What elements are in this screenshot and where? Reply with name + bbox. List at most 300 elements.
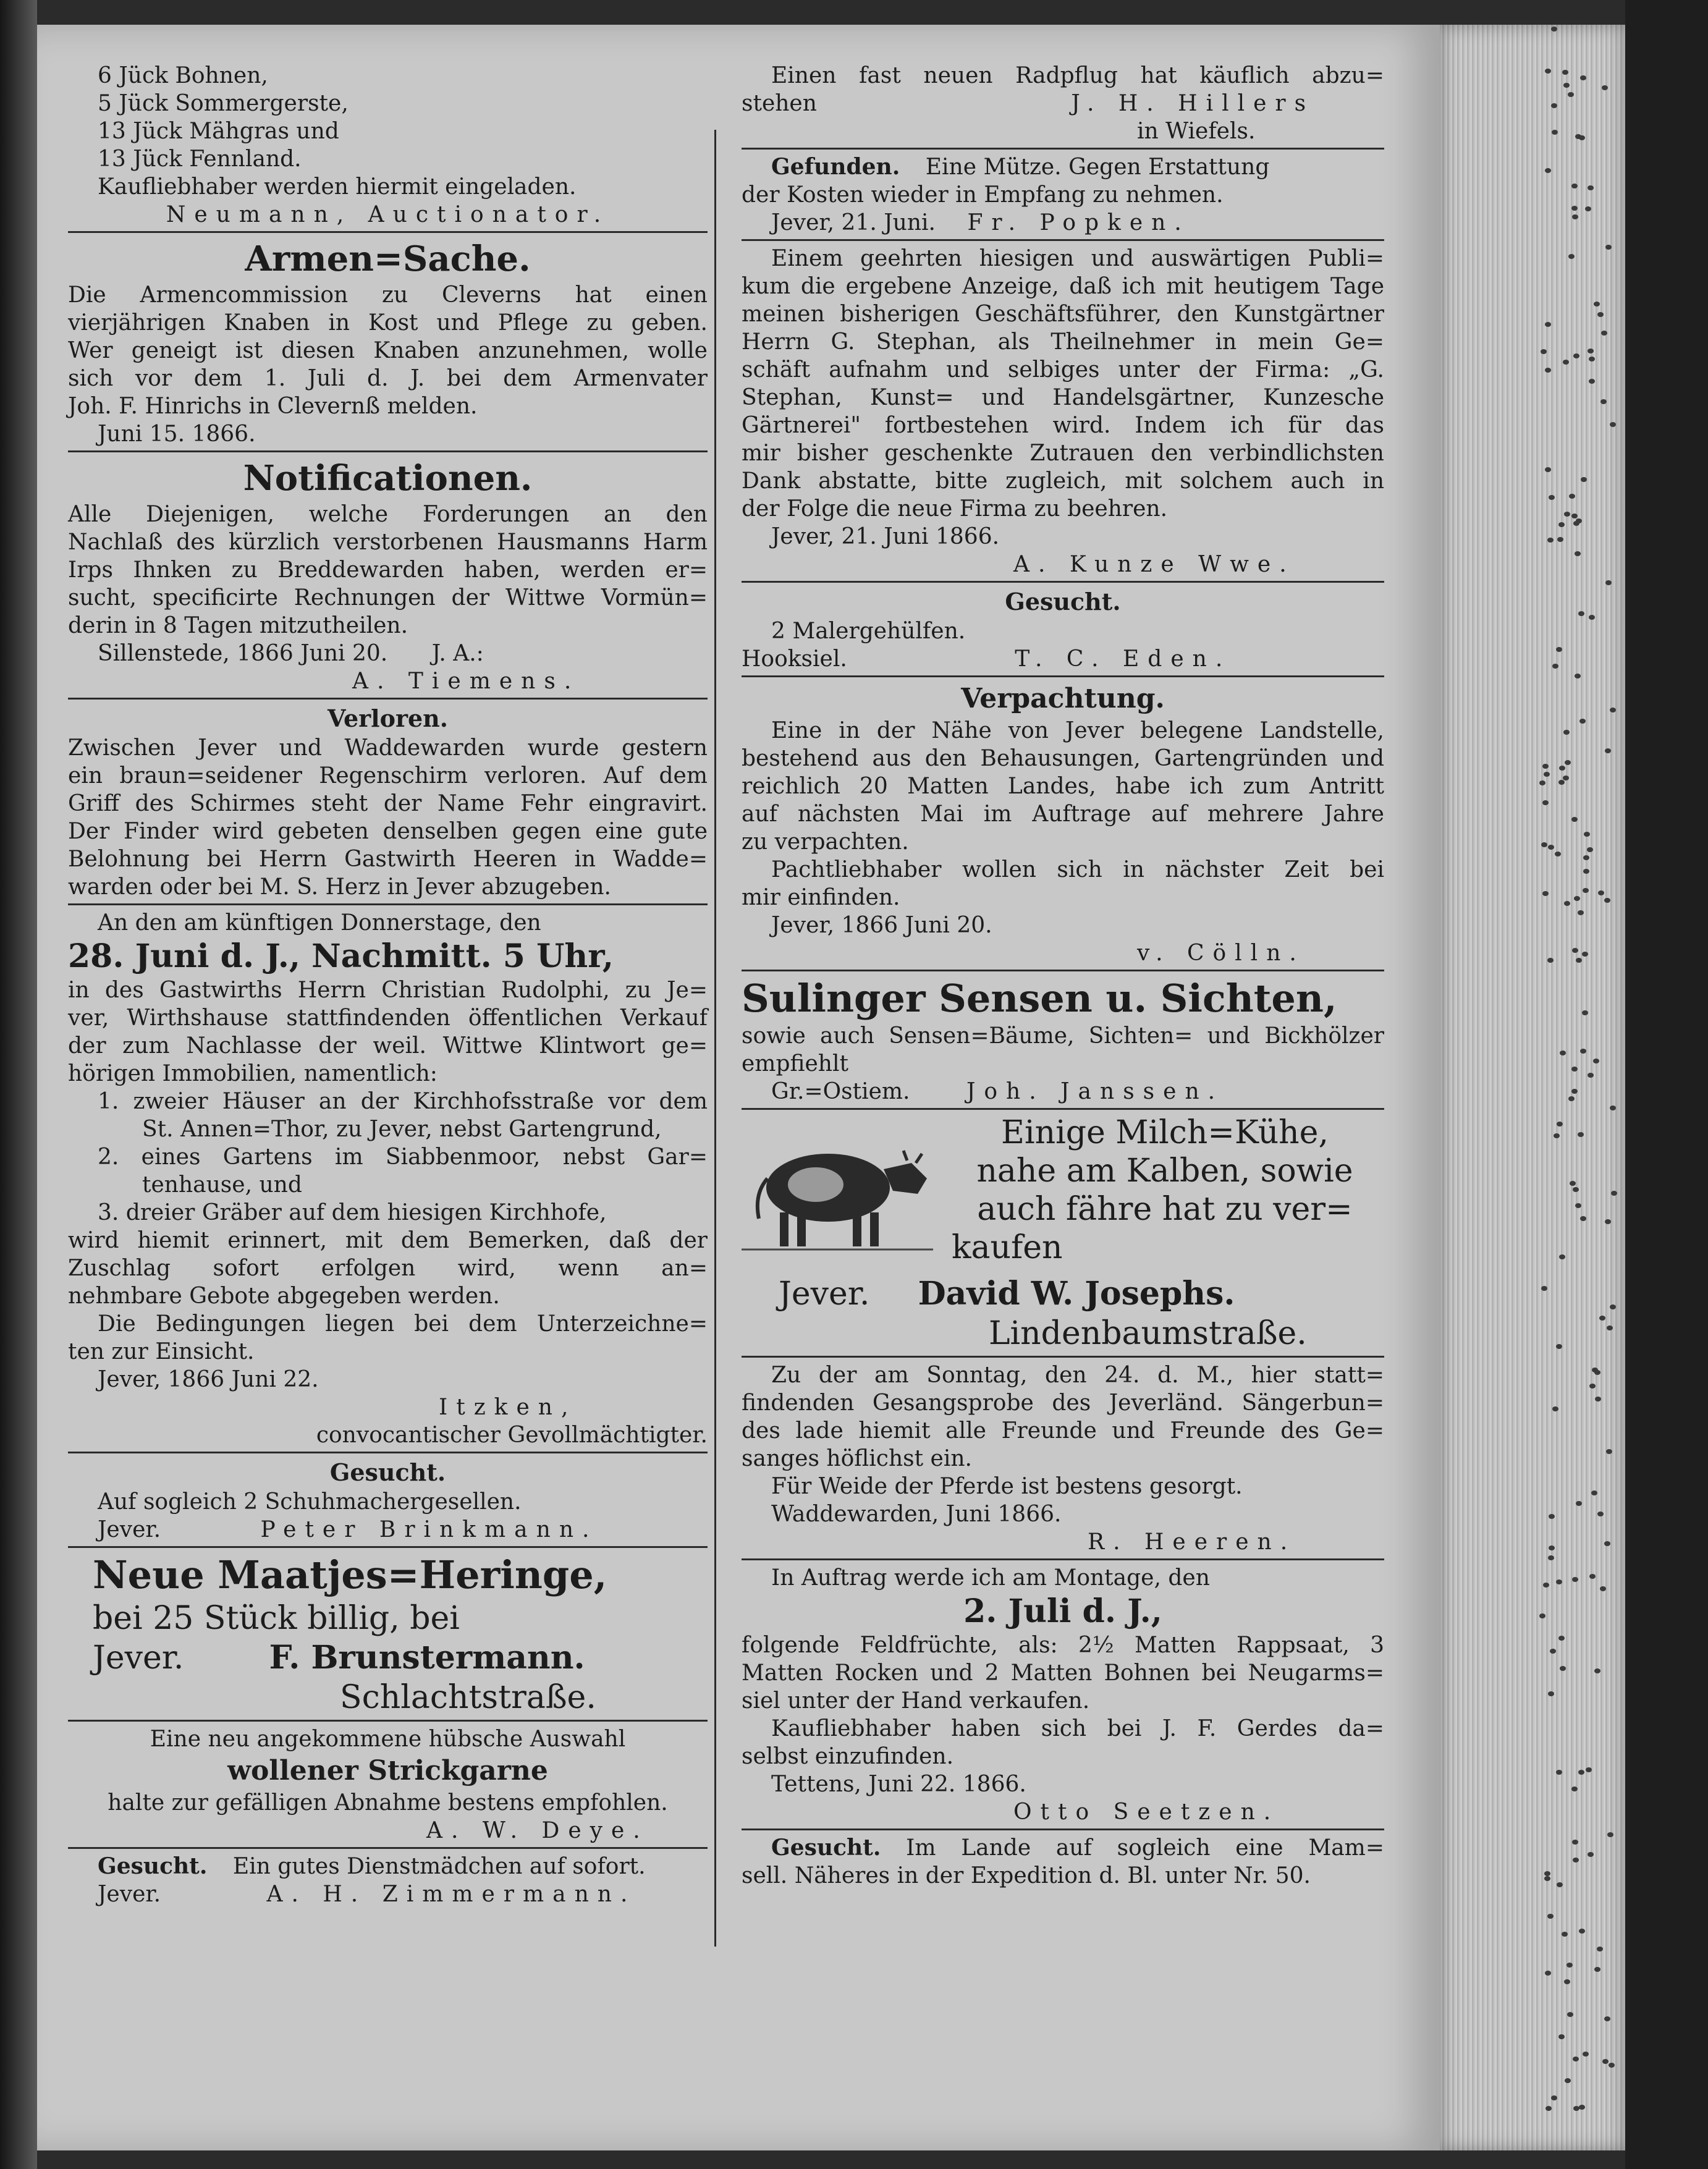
page-edge-speck <box>1594 1668 1600 1673</box>
page-edge-speck <box>1605 1219 1611 1224</box>
pacht-line: auf nächsten Mai im Auftrage auf mehrere Jahre <box>742 801 1384 827</box>
page-edge-speck <box>1539 1613 1545 1618</box>
auction-item: 6 Jück Bohnen, <box>98 63 268 88</box>
page-edge-speck <box>1571 1786 1578 1791</box>
pacht-line: Eine in der Nähe von Jever belegene Landstelle, <box>771 718 1384 743</box>
armen-line: Joh. F. Hinrichs in Clevernß melden. <box>68 394 478 419</box>
verloren-line: Griff des Schirmes steht der Name Fehr eingravirt. <box>68 791 708 816</box>
page-edge-speck <box>1545 69 1551 74</box>
pacht-notice <box>742 681 1384 967</box>
page-edge-speck <box>1583 869 1589 874</box>
page-edge-speck <box>1552 1406 1558 1411</box>
stephan-signature: A. Kunze Wwe. <box>1013 552 1295 577</box>
page-edge-speck <box>1580 1216 1586 1221</box>
verloren-title: Verloren. <box>327 704 449 732</box>
feld-line: Kaufliebhaber haben sich bei J. F. Gerdes da= <box>771 1716 1384 1741</box>
armen-title: Armen=Sache. <box>245 239 531 279</box>
feld-place: Tettens, Juni 22. 1866. <box>771 1772 1026 1797</box>
gesucht2-place-sign <box>68 1880 708 1908</box>
page-edge-speck <box>1554 1133 1560 1138</box>
verkauf-item: 3. dreier Gräber auf dem hiesigen Kirchhofe, <box>98 1200 607 1225</box>
page-edge-speck <box>1571 817 1578 822</box>
page-edge-speck <box>1597 1947 1603 1951</box>
page-edge-speck <box>1548 1691 1554 1696</box>
divider <box>742 148 1384 150</box>
gefunden-place: Jever, 21. Juni. <box>771 210 936 235</box>
page-edge-speck <box>1594 302 1600 307</box>
gesucht3-place-sign <box>742 645 1384 673</box>
page-edge-speck <box>1610 1304 1616 1309</box>
page-edge-speck <box>1541 1286 1547 1291</box>
auction-invite: Kaufliebhaber werden hiermit eingeladen. <box>98 174 577 200</box>
divider <box>68 698 708 700</box>
verloren-line: Belohnung bei Herrn Gastwirth Heeren in Wadde= <box>68 847 708 872</box>
auction-signature: Neumann, Auctionator. <box>166 202 610 227</box>
heringe-place-name <box>68 1638 708 1678</box>
auction-item: 13 Jück Mähgras und <box>98 119 339 144</box>
page-edge-speck <box>1610 422 1616 427</box>
page-edge-speck <box>1605 245 1612 250</box>
page-edge-speck <box>1565 760 1571 765</box>
mamsell-notice <box>742 1834 1384 1890</box>
page-edge-speck <box>1605 748 1611 753</box>
notification-title: Notificationen. <box>243 458 533 499</box>
mamsell-text: Im Lande auf sogleich eine Mam= <box>906 1835 1384 1861</box>
page-edge-speck <box>1551 103 1557 108</box>
kuehe-line: Einige Milch=Kühe, <box>1001 1114 1329 1151</box>
page-edge-speck <box>1600 399 1607 404</box>
gesucht3-title: Gesucht. <box>1005 588 1121 615</box>
page-edge-speck <box>1605 580 1612 585</box>
page-edge-speck <box>1581 477 1587 482</box>
divider <box>68 1720 708 1722</box>
page-edge-speck <box>1545 168 1551 173</box>
page-edge-speck <box>1573 2106 1579 2111</box>
feld-line: Matten Rocken und 2 Matten Bohnen bei Neugarms= <box>742 1660 1384 1686</box>
page-edge-speck <box>1593 1059 1599 1063</box>
verkauf-line: ten zur Einsicht. <box>68 1339 255 1364</box>
page-edge-speck <box>1567 2012 1573 2017</box>
kuehe-headline <box>945 1114 1384 1267</box>
gesang-weide: Für Weide der Pferde ist bestens gesorgt. <box>771 1474 1243 1499</box>
page-edge-speck <box>1573 353 1579 358</box>
page-edge-speck <box>1544 772 1550 777</box>
gefunden-label: Gefunden. <box>771 154 900 180</box>
page-edge-speck <box>1573 1187 1579 1192</box>
right-column <box>742 62 1384 1890</box>
feld-line: selbst einzufinden. <box>742 1744 954 1769</box>
pacht-line: zu verpachten. <box>742 829 909 855</box>
stephan-line: kum die ergebene Anzeige, daß ich mit heutigem Tage <box>742 274 1384 299</box>
page-edge-speck <box>1587 847 1593 852</box>
gesucht-maler <box>742 586 1384 673</box>
verkauf-place: Jever, 1866 Juni 22. <box>98 1367 319 1392</box>
page-edge-speck <box>1565 2078 1571 2083</box>
pacht-line: reichlich 20 Matten Landes, habe ich zum Antritt <box>742 774 1384 799</box>
gesang-line: findenden Gesangsprobe des Jeverländ. Sängerbun= <box>742 1390 1384 1416</box>
gesucht3-signature: T. C. Eden. <box>1015 646 1232 672</box>
page-edge-speck <box>1583 2052 1589 2057</box>
page-edge-speck <box>1575 1203 1581 1208</box>
page-edge-speck <box>1549 1545 1555 1550</box>
mamsell-line <box>742 1834 1384 1862</box>
page-edge-speck <box>1582 952 1588 957</box>
page-edge-speck <box>1594 1967 1600 1972</box>
page-edge-speck <box>1589 1574 1596 1579</box>
sensen-signature: Joh. Janssen. <box>966 1079 1224 1104</box>
page-edge-speck <box>1558 522 1565 527</box>
mamsell-label: Gesucht. <box>771 1835 881 1861</box>
page-edge-speck <box>1606 1449 1612 1454</box>
verkauf-item: St. Annen=Thor, zu Jever, nebst Gartengrund, <box>142 1117 662 1142</box>
divider <box>742 1829 1384 1830</box>
page-edge-speck <box>1559 1254 1565 1259</box>
page-edge-speck <box>1570 1181 1576 1186</box>
divider <box>742 1108 1384 1110</box>
garn-line: halte zur gefälligen Abnahme bestens empfohlen. <box>108 1790 668 1816</box>
page-edge-speck <box>1556 647 1562 652</box>
armen-date: Juni 15. 1866. <box>98 421 256 447</box>
verkauf-line: wird hiemit erinnert, mit dem Bemerken, daß der <box>68 1228 708 1253</box>
verkauf-notice <box>68 909 708 1449</box>
page-edge-speck <box>1575 674 1581 679</box>
divider <box>68 231 708 233</box>
notification-line: derin in 8 Tagen mitzutheilen. <box>68 613 408 638</box>
kuehe-line: nahe am Kalben, sowie <box>976 1152 1353 1190</box>
page-edge-speck <box>1549 1514 1555 1519</box>
gesucht-dienstmaedchen <box>68 1853 708 1908</box>
gesucht-text: Auf sogleich 2 Schuhmachergesellen. <box>98 1489 522 1515</box>
divider <box>68 450 708 452</box>
newspaper-page <box>37 25 1440 2150</box>
stephan-line: der Folge die neue Firma zu beehren. <box>742 496 1168 522</box>
divider <box>68 1546 708 1548</box>
page-edge-speck <box>1600 1586 1606 1591</box>
verloren-line: ein braun=seidener Regenschirm verloren. Auf dem <box>68 763 708 789</box>
page-edge-speck <box>1579 135 1585 140</box>
page-edge-speck <box>1560 1666 1566 1671</box>
cow-illustration <box>742 1120 933 1256</box>
notification-line: Irps Ihnken zu Breddewarden haben, werden er= <box>68 557 708 583</box>
auction-item: 5 Jück Sommergerste, <box>98 91 349 116</box>
pacht-title: Verpachtung. <box>961 683 1165 714</box>
page-edge-speck <box>1542 891 1549 896</box>
stephan-line: mir bisher geschenkte Zutrauen den verbindlichsten <box>742 441 1384 466</box>
page-edge-speck <box>1607 1832 1613 1837</box>
sensen-place-sign <box>742 1078 1384 1106</box>
page-edge-speck <box>1568 254 1575 259</box>
verkauf-role: convocantischer Gevollmächtigter. <box>316 1423 708 1448</box>
verkauf-item: tenhause, und <box>142 1172 302 1198</box>
page-edge-speck <box>1604 1541 1610 1546</box>
gesucht-place: Jever. <box>98 1517 161 1542</box>
armen-line: Die Armencommission zu Cleverns hat einen <box>68 282 708 308</box>
divider <box>68 1452 708 1453</box>
page-edge-speck <box>1543 1583 1549 1588</box>
page-edge-speck <box>1578 1770 1584 1775</box>
page-edge-speck <box>1539 780 1545 785</box>
pacht-line: Pachtliebhaber wollen sich in nächster Zeit bei <box>771 857 1384 882</box>
page-edge-speck <box>1576 1501 1582 1506</box>
gesang-line: Zu der am Sonntag, den 24. d. M., hier statt= <box>771 1363 1384 1388</box>
page-edge-speck <box>1571 514 1578 518</box>
stephan-line: Gärtnerei" fortbestehen wird. Indem ich für das <box>742 413 1384 438</box>
page-edge-speck <box>1611 1191 1617 1196</box>
feld-intro: In Auftrag werde ich am Montage, den <box>771 1565 1210 1591</box>
pacht-line: mir einfinden. <box>742 885 900 910</box>
verloren-line: warden oder bei M. S. Herz in Jever abzugeben. <box>68 874 611 900</box>
page-edge-speck <box>1573 521 1579 526</box>
gesang-line: des lade hiemit alle Freunde und Freunde des Ge= <box>742 1418 1384 1444</box>
gesang-notice <box>742 1361 1384 1556</box>
page-edge-speck <box>1604 2016 1610 2021</box>
armen-notice <box>68 237 708 448</box>
notification-ia: J. A.: <box>431 641 484 666</box>
heringe-place: Jever. <box>93 1639 184 1676</box>
page-edge-speck <box>1579 1929 1585 1934</box>
stephan-line: Stephan, Kunst= und Handelsgärtner, Kunzesche <box>742 385 1384 410</box>
page-edge-speck <box>1573 1858 1579 1862</box>
verkauf-line: nehmbare Gebote abgegeben werden. <box>68 1283 500 1309</box>
kuehe-line: auch fähre hat zu ver= <box>977 1191 1353 1228</box>
armen-line: vierjährigen Knaben in Kost und Pflege zu geben. <box>68 310 708 336</box>
page-edge-speck <box>1580 1049 1586 1054</box>
pflug-signature: J. H. Hillers <box>1071 91 1315 116</box>
garn-ad <box>68 1725 708 1845</box>
verkauf-line: in des Gastwirths Herrn Christian Rudolphi, zu Je= <box>68 978 708 1003</box>
book-spine-left <box>0 0 37 2169</box>
divider <box>742 581 1384 583</box>
divider <box>742 239 1384 241</box>
gefunden-notice <box>742 153 1384 237</box>
sensen-ad <box>742 975 1384 1106</box>
heringe-title: Neue Maatjes=Heringe, <box>93 1552 607 1597</box>
page-edge-speck <box>1588 349 1594 353</box>
stephan-notice <box>742 245 1384 578</box>
page-edge-speck <box>1547 958 1554 963</box>
divider <box>742 970 1384 971</box>
heringe-ad <box>68 1552 708 1717</box>
page-edge-speck <box>1557 537 1563 542</box>
page-edge-speck <box>1583 855 1589 860</box>
verkauf-line: der zum Nachlasse der weil. Wittwe Klintwort ge= <box>68 1033 708 1059</box>
page-edge-speck <box>1551 2095 1557 2100</box>
page-edge-speck <box>1541 842 1547 847</box>
page-edge-speck <box>1559 766 1565 771</box>
page-edge-speck <box>1595 1397 1601 1402</box>
page-edge-speck <box>1610 708 1616 712</box>
page-edge-speck <box>1552 664 1558 669</box>
page-edge-speck <box>1571 184 1578 188</box>
page-edge-speck <box>1576 958 1582 963</box>
stephan-line: Einem geehrten hiesigen und auswärtigen Publi= <box>771 246 1384 271</box>
sensen-line: sowie auch Sensen=Bäume, Sichten= und Bickhölzer <box>742 1023 1384 1049</box>
feld-signature: Otto Seetzen. <box>1013 1799 1280 1825</box>
page-edge-speck <box>1564 512 1570 517</box>
page-edge-speck <box>1549 495 1555 500</box>
sensen-place: Gr.=Ostiem. <box>771 1079 910 1104</box>
page-edge-speck <box>1591 1490 1597 1495</box>
stephan-line: meinen bisherigen Geschäftsführer, den Kunstgärtner <box>742 302 1384 327</box>
gesucht-signature: Peter Brinkmann. <box>260 1517 598 1542</box>
verkauf-item: 1. zweier Häuser an der Kirchhofsstraße vor dem <box>98 1089 708 1114</box>
page-edge-speck <box>1541 349 1547 354</box>
page-edge-speck <box>1597 1512 1604 1516</box>
page-edge-speck <box>1601 331 1607 336</box>
notification-line: Alle Diejenigen, welche Forderungen an den <box>68 502 708 527</box>
gesucht-title: Gesucht. <box>329 1458 446 1486</box>
page-edge-speck <box>1563 730 1570 735</box>
background-right <box>1625 0 1708 2169</box>
page-edge-speck <box>1578 910 1584 915</box>
page-edge-speck <box>1597 312 1604 317</box>
gesucht2-place: Jever. <box>98 1882 161 1907</box>
page-edge-speck <box>1571 1067 1578 1072</box>
page-edge-speck <box>1610 1106 1616 1110</box>
page-edge-speck <box>1574 896 1580 901</box>
page-edge-speck <box>1557 1122 1563 1127</box>
stephan-line: Herrn G. Stephan, als Theilnehmer in mein Ge= <box>742 329 1384 355</box>
page-edge-speck <box>1558 1636 1565 1641</box>
gefunden-place-sign <box>742 209 1384 237</box>
page-edge-speck <box>1555 852 1561 856</box>
page-edge-speck <box>1547 538 1554 543</box>
page-edge-speck <box>1562 1932 1568 1937</box>
pacht-place: Jever, 1866 Juni 20. <box>771 913 992 938</box>
heringe-street: Schlachtstraße. <box>340 1679 596 1716</box>
gesucht2-text: Ein gutes Dienstmädchen auf sofort. <box>232 1854 646 1879</box>
kuehe-name: David W. Josephs. <box>918 1275 1235 1313</box>
page-edge-speck <box>1609 2063 1615 2068</box>
pacht-line: bestehend aus den Behausungen, Gartengründen und <box>742 746 1384 771</box>
page-edge-speck <box>1568 92 1574 97</box>
pflug-place: in Wiefels. <box>1137 119 1256 144</box>
page-edge-speck <box>1578 611 1584 616</box>
heringe-line: bei 25 Stück billig, bei <box>93 1600 460 1637</box>
page-edge-speck <box>1542 800 1549 805</box>
kuehe-ad <box>742 1114 1384 1353</box>
divider <box>742 675 1384 677</box>
kuehe-place: Jever. <box>779 1275 870 1313</box>
page-edge-speck <box>1586 1767 1592 1772</box>
gefunden-line <box>742 153 1384 181</box>
gesucht2-signature: A. H. Zimmermann. <box>266 1882 636 1907</box>
page-edge-speck <box>1557 1882 1563 1887</box>
sensen-line2: empfiehlt <box>742 1051 848 1076</box>
stephan-line: Dank abstatte, bitte zugleich, mit solchem auch in <box>742 468 1384 494</box>
auction-notice <box>68 62 708 229</box>
page-edge-speck <box>1602 85 1608 90</box>
page-edge-speck <box>1544 1876 1550 1881</box>
page-edge-speck <box>1545 1971 1551 1976</box>
page-edge-speck <box>1548 845 1554 850</box>
gesucht-place-sign <box>68 1516 708 1544</box>
verkauf-date: 28. Juni d. J., Nachmitt. 5 Uhr, <box>68 937 614 975</box>
gesucht3-place: Hooksiel. <box>742 646 847 672</box>
stephan-place: Jever, 21. Juni 1866. <box>771 524 1000 549</box>
notification-signature: A. Tiemens. <box>352 669 580 694</box>
divider <box>68 1847 708 1849</box>
divider <box>68 903 708 905</box>
page-edge-speck <box>1583 888 1589 893</box>
garn-title: wollener Strickgarne <box>227 1755 548 1786</box>
divider <box>742 1356 1384 1358</box>
page-edge-speck <box>1556 1579 1562 1584</box>
page-edge-speck <box>1550 1649 1556 1654</box>
page-edge-speck <box>1560 1051 1566 1055</box>
page-edge-speck <box>1545 322 1551 327</box>
feld-line: folgende Feldfrüchte, als: 2½ Matten Rappsaat, 3 <box>742 1633 1384 1658</box>
page-edge-speck <box>1572 948 1578 953</box>
page-edge-speck <box>1545 2106 1552 2111</box>
auction-item: 13 Jück Fennland. <box>98 146 302 172</box>
page-edge-speck <box>1558 780 1565 785</box>
page-edge-speck <box>1598 890 1604 895</box>
page-edge-speck <box>1602 2059 1609 2064</box>
page-edge-speck <box>1544 1871 1550 1876</box>
book-page-edges <box>1440 25 1625 2150</box>
gefunden-line2: der Kosten wieder in Empfang zu nehmen. <box>742 182 1224 208</box>
notification-line: Nachlaß des kürzlich verstorbenen Hausmanns Harm <box>68 530 708 555</box>
page-edge-speck <box>1584 832 1590 837</box>
sensen-title: Sulinger Sensen u. Sichten, <box>742 976 1337 1021</box>
gesucht2-line <box>68 1853 708 1880</box>
page-edge-speck <box>1571 1089 1578 1094</box>
page-edge-speck <box>1582 1010 1588 1015</box>
garn-intro: Eine neu angekommene hübsche Auswahl <box>150 1727 626 1752</box>
armen-line: Wer geneigt ist diesen Knaben anzunehmen, wolle <box>68 338 708 363</box>
gesang-place: Waddewarden, Juni 1866. <box>771 1502 1062 1527</box>
divider <box>742 1558 1384 1560</box>
pacht-signature: v. Cölln. <box>1137 941 1305 966</box>
armen-line: sich vor dem 1. Juli d. J. bei dem Armenvater <box>68 366 708 391</box>
page-edge-speck <box>1578 1132 1584 1137</box>
verkauf-line: hörigen Immobilien, namentlich: <box>68 1061 438 1086</box>
page-edge-speck <box>1589 615 1595 620</box>
verloren-notice <box>68 703 708 901</box>
page-edge-speck <box>1589 1384 1596 1389</box>
page-edge-speck <box>1579 719 1586 724</box>
mamsell-line2: sell. Näheres in der Expedition d. Bl. unter Nr. 50. <box>742 1863 1311 1888</box>
page-edge-speck <box>1585 206 1591 211</box>
verloren-line: Der Finder wird gebeten denselben gegen eine gute <box>68 819 708 844</box>
page-edge-speck <box>1563 360 1569 365</box>
page-edge-speck <box>1573 2057 1579 2061</box>
kuehe-header <box>742 1114 1384 1274</box>
page-edge-speck <box>1545 467 1551 472</box>
page-edge-speck <box>1589 379 1595 384</box>
gesucht3-text: 2 Malergehülfen. <box>771 619 966 644</box>
verkauf-item: 2. eines Gartens im Siabbenmoor, nebst Gar= <box>98 1144 708 1170</box>
page-edge-speck <box>1589 357 1595 362</box>
page-edge-speck <box>1564 1979 1570 1984</box>
feld-line: siel unter der Hand verkaufen. <box>742 1688 1090 1714</box>
gesucht2-label: Gesucht. <box>98 1853 208 1879</box>
page-edge-speck <box>1588 1073 1594 1078</box>
page-edge-speck <box>1571 206 1578 211</box>
page-edge-speck <box>1548 1555 1554 1560</box>
notification-place: Sillenstede, 1866 Juni 20. <box>98 641 388 666</box>
gesang-line: sanges höflichst ein. <box>742 1446 972 1471</box>
notification-notice <box>68 456 708 695</box>
page-edge-speck <box>1556 1344 1562 1349</box>
notification-line: sucht, specificirte Rechnungen der Wittwe Vormün= <box>68 585 708 611</box>
gefunden-signature: Fr. Popken. <box>967 210 1190 235</box>
kuehe-line: kaufen <box>952 1229 1063 1266</box>
page-edge-speck <box>1568 1096 1575 1101</box>
heringe-name: F. Brunstermann. <box>269 1639 585 1676</box>
page-edge-speck <box>1572 1840 1578 1845</box>
